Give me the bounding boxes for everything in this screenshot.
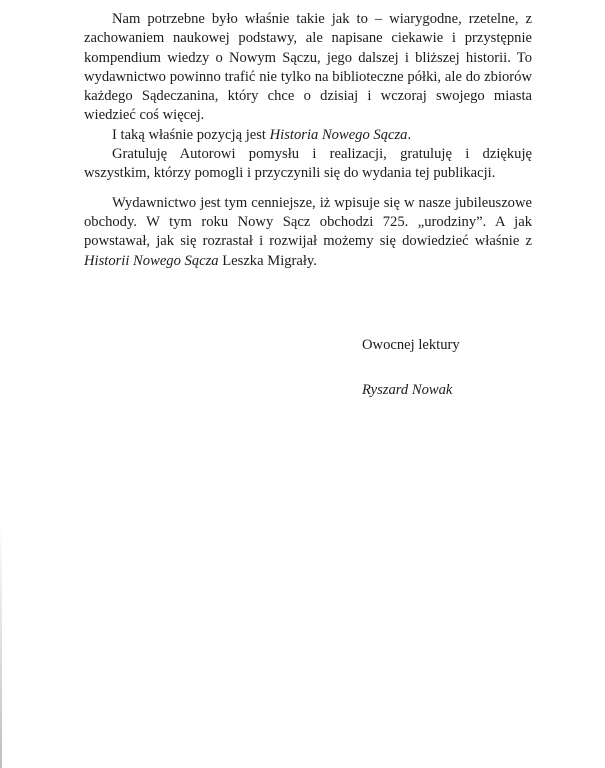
book-title: Historia Nowego Sącza [269, 126, 408, 143]
book-title: Historii Nowego Sącza [84, 252, 219, 269]
paragraph-text: Wydawnictwo jest tym cenniejsze, iż wpisuje się w nasze jubileuszowe obchody. W tym roku Nowy Sącz obchodzi 725. „urodziny”. A jak powstawał, jak się rozrastał i rozwijał możemy się dowiedzieć właśnie z [84, 194, 532, 250]
paragraph [84, 126, 532, 145]
paragraph [84, 194, 532, 271]
body-text [84, 10, 532, 271]
paragraph-text: Nam potrzebne było właśnie takie jak to – wiarygodne, rzetelne, z zachowaniem naukowej podstawy, ale napisane ciekawie i przystępnie kompendium wiedzy o Nowym Sączu, jego dalszej i bliższej historii. To wydawnictwo powinno trafić nie tylko na biblioteczne półki, ale do zbiorów każdego Sądeczanina, który chce o dzisiaj i wczoraj swojego miasta wiedzieć coś więcej. [84, 11, 532, 124]
paragraph-text: Leszka Migrały. [218, 252, 317, 269]
scan-edge-shadow [0, 520, 2, 768]
paragraph-text: . [407, 126, 412, 143]
closing-phrase: Owocnej lektury [362, 337, 460, 353]
paragraph [84, 10, 532, 126]
paragraph [84, 145, 532, 184]
paragraph-text: I taką właśnie pozycją jest [112, 126, 270, 143]
author-signature: Ryszard Nowak [362, 382, 453, 398]
paragraph-text: Gratuluję Autorowi pomysłu i realizacji, gratuluję i dziękuję wszystkim, którzy pomogli i przyczynili się do wydania tej publikacji. [84, 146, 532, 182]
